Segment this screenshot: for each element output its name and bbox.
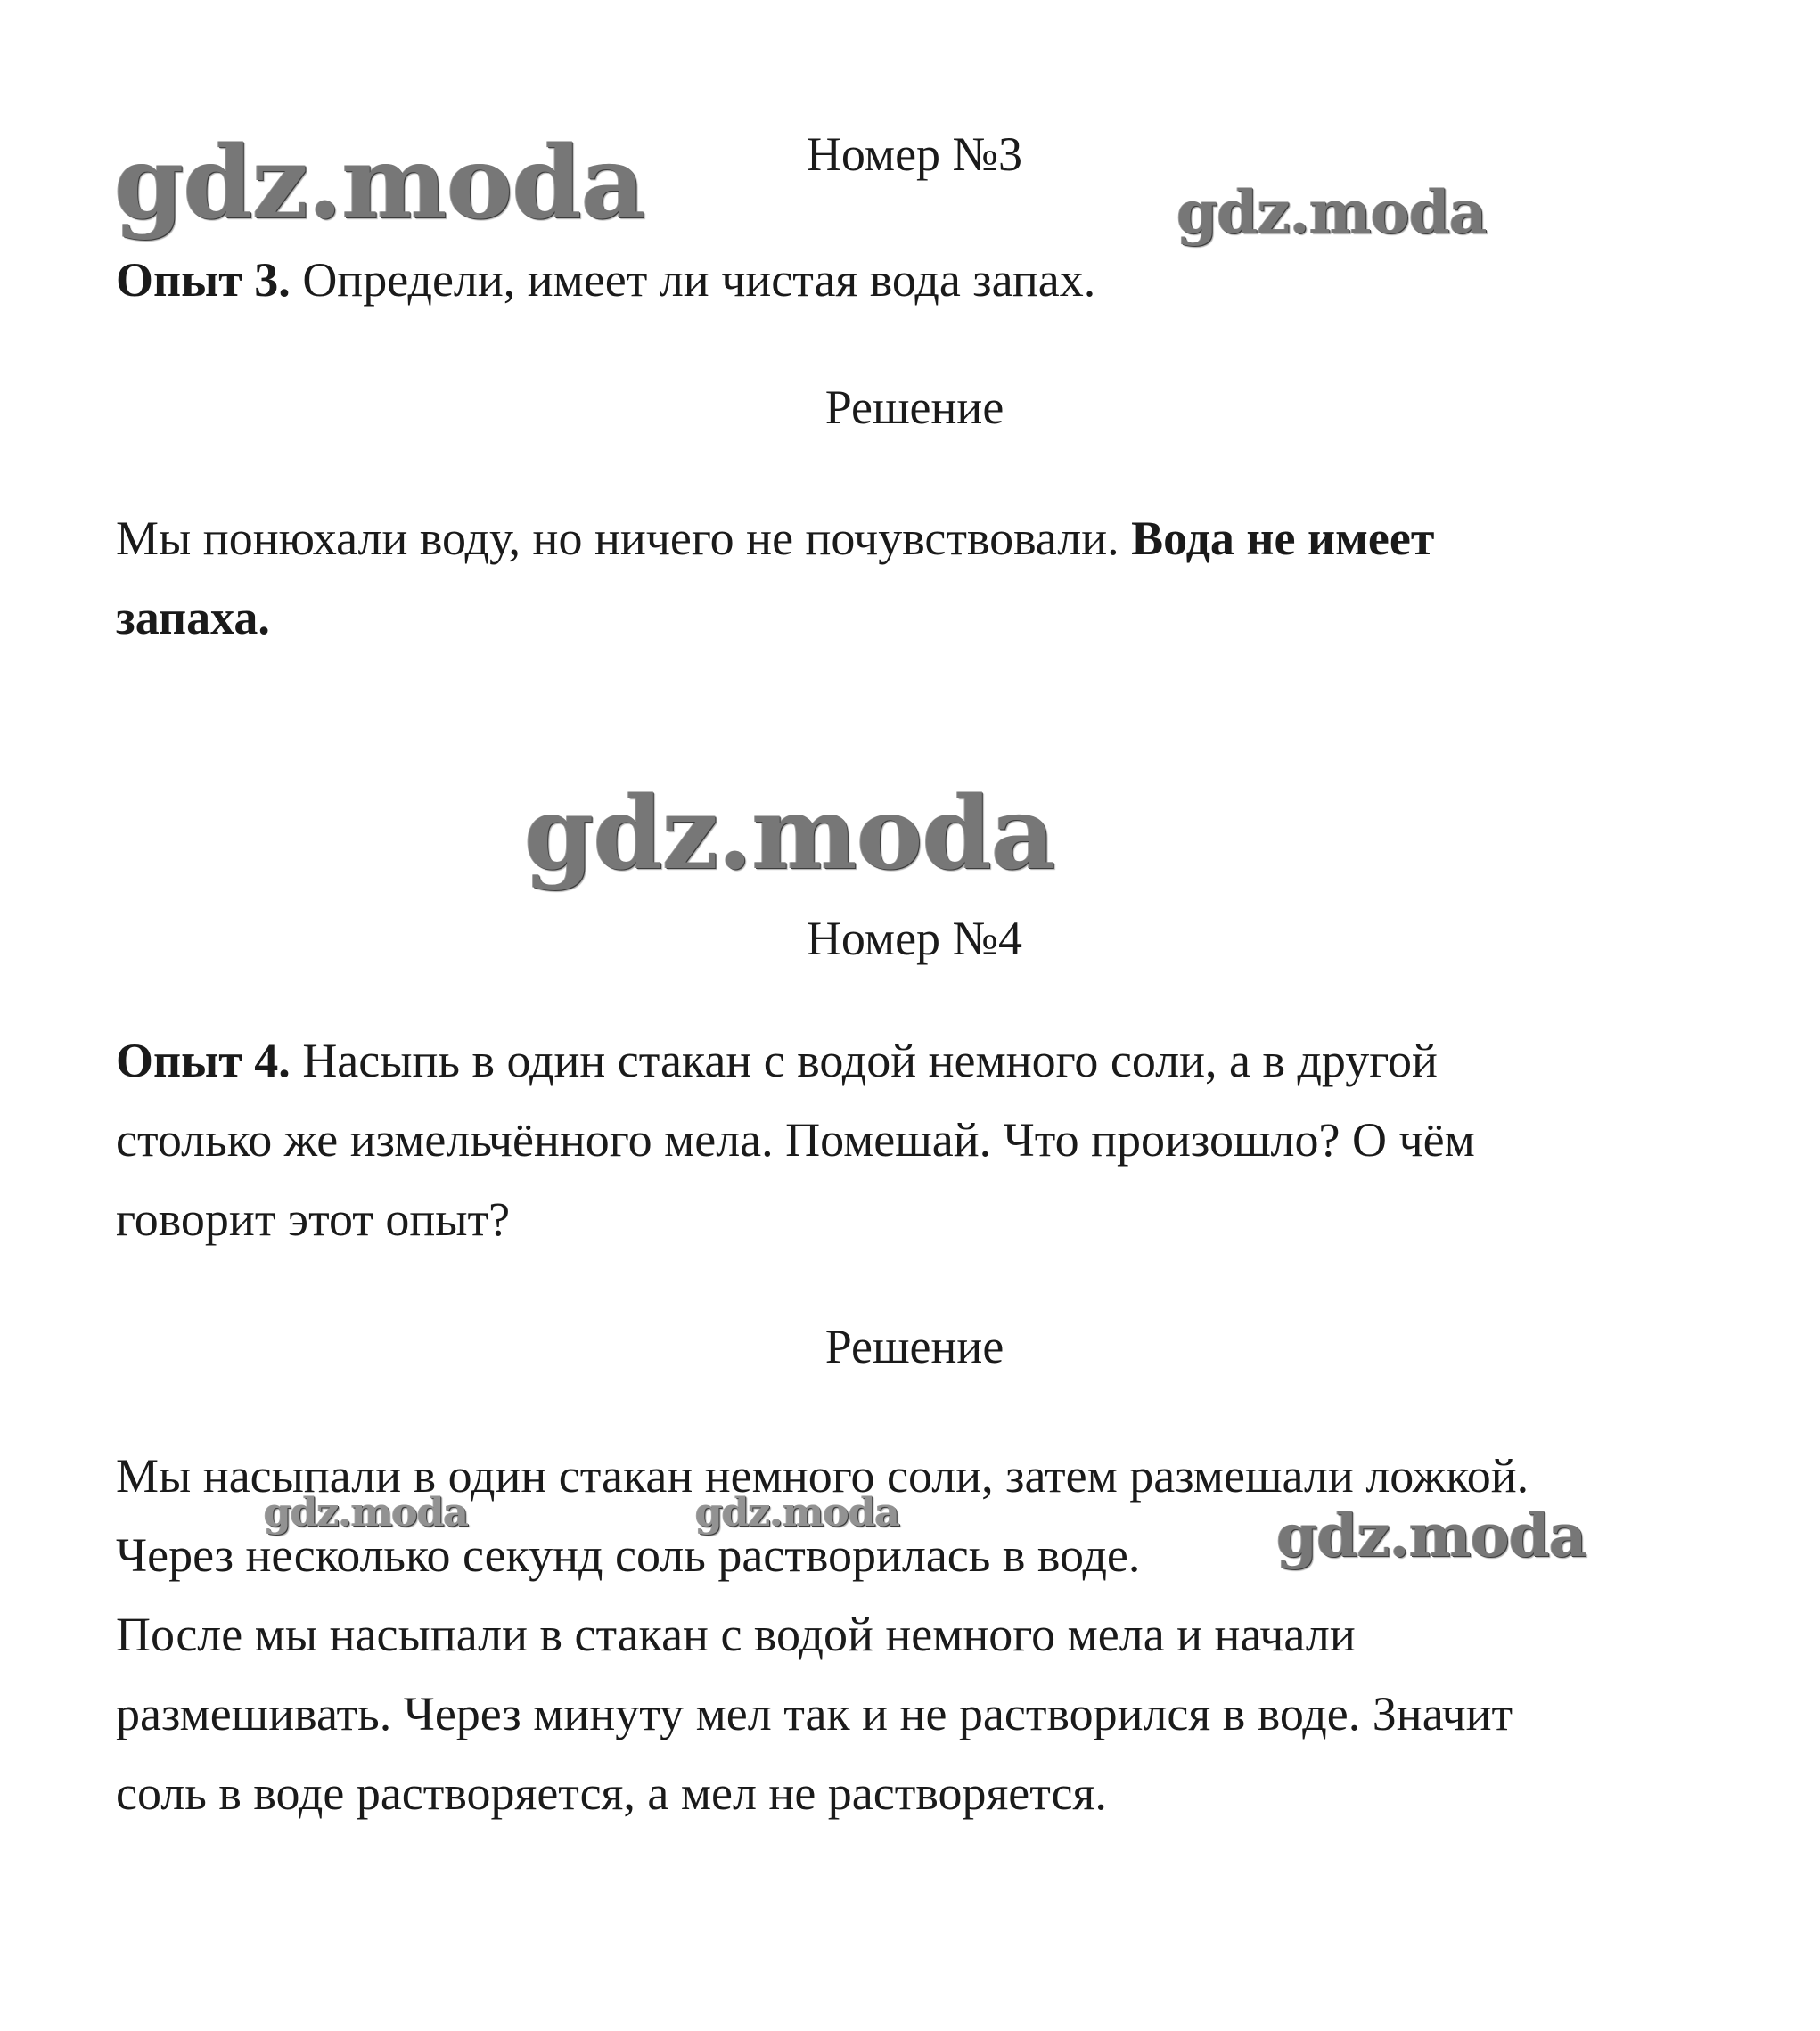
task4-answer-line-1: Мы насыпали в один стакан немного соли, затем размешали ложкой. xyxy=(116,1449,1529,1503)
watermark-small-left: gdz.moda xyxy=(264,1490,469,1536)
task4-text-line-3: говорит этот опыт? xyxy=(116,1192,511,1246)
task4-label: Опыт 4. xyxy=(116,1034,291,1087)
task3-answer xyxy=(116,499,1720,658)
task3-label: Опыт 3. xyxy=(116,253,291,307)
task4-text-line-1: Насыпь в один стакан с водой немного соли, а в другой xyxy=(290,1034,1438,1087)
task4-heading: Номер №4 xyxy=(806,912,1023,965)
watermark-top-left: gdz.moda xyxy=(114,125,645,242)
task3-heading: Номер №3 xyxy=(806,127,1023,181)
task3-text: Определи, имеет ли чистая вода запах. xyxy=(290,253,1096,307)
task4-answer-line-4: размешивать. Через минуту мел так и не растворился в воде. Значит xyxy=(116,1687,1513,1740)
task4-answer-line-5: соль в воде растворяется, а мел не растворяется. xyxy=(116,1766,1107,1820)
watermark-top-right: gdz.moda xyxy=(1176,177,1487,247)
task4-answer xyxy=(116,1437,1720,1833)
watermark-bottom-right: gdz.moda xyxy=(1276,1501,1586,1570)
task4-answer-line-3: После мы насыпали в стакан с водой немного мела и начали xyxy=(116,1608,1356,1661)
task4-solution-heading: Решение xyxy=(824,1320,1004,1373)
task3-answer-bold-1: Вода не имеет xyxy=(1131,512,1435,565)
watermark-center: gdz.moda xyxy=(524,775,1055,892)
watermark-small-center: gdz.moda xyxy=(695,1490,900,1536)
task4-answer-line-2: Через несколько секунд соль растворилась в воде. xyxy=(116,1528,1141,1582)
task3-answer-bold-2: запаха. xyxy=(116,591,270,644)
task4-text-line-2: столько же измельчённого мела. Помешай. Что произошло? О чём xyxy=(116,1113,1475,1167)
task3-statement xyxy=(116,241,1720,320)
task3-solution-heading: Решение xyxy=(824,381,1004,434)
task4-statement xyxy=(116,1021,1720,1259)
task3-answer-text: Мы понюхали воду, но ничего не почувствовали. xyxy=(116,512,1132,565)
